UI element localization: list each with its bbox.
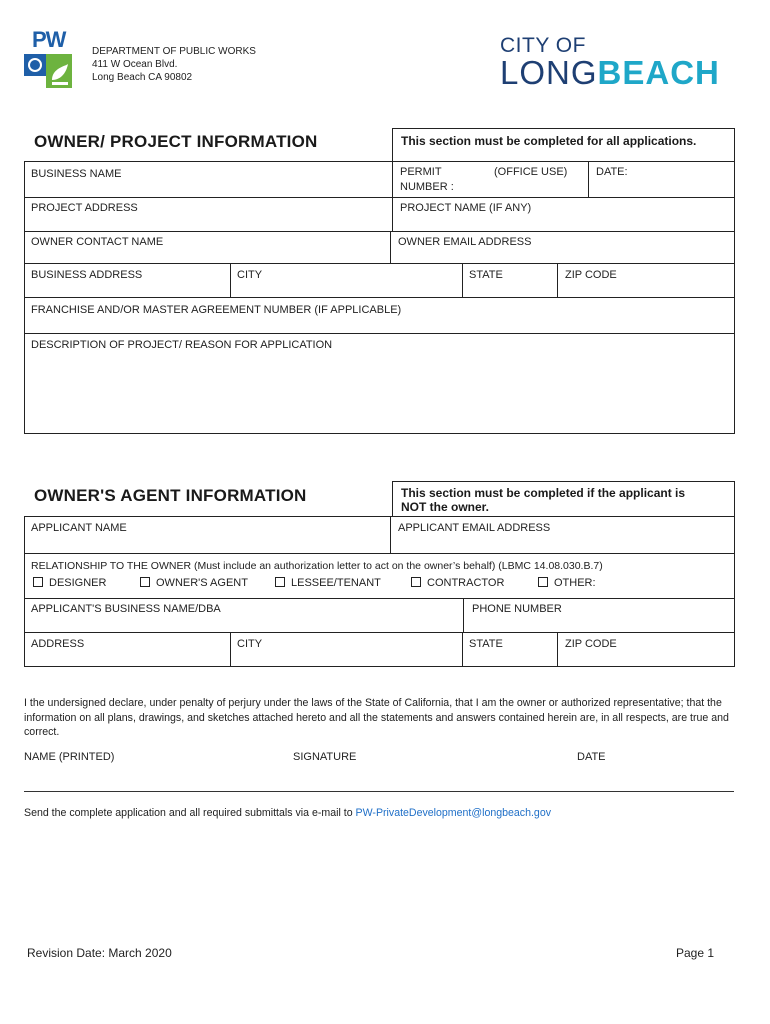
signature-label: SIGNATURE — [293, 751, 357, 763]
owner-email-field[interactable]: OWNER EMAIL ADDRESS — [398, 236, 532, 248]
permit-number-label-2: NUMBER : — [400, 181, 454, 193]
city-logo-city-of: CITY OF — [500, 34, 586, 57]
pw-logo-text: PW — [32, 27, 66, 52]
project-name-field[interactable]: PROJECT NAME (IF ANY) — [400, 202, 532, 214]
agent-section-title: OWNER'S AGENT INFORMATION — [34, 486, 307, 505]
state-field[interactable]: STATE — [469, 269, 503, 281]
city-logo-beach: BEACH — [597, 54, 720, 91]
department-name: DEPARTMENT OF PUBLIC WORKS — [92, 46, 256, 57]
option-designer[interactable]: DESIGNER — [33, 577, 106, 589]
declaration-text: I the undersigned declare, under penalty of perjury under the laws of the State of California, that I am the owner or authorized representative; that the information on all plans, drawings, and sketches attached hereto and all the statements and answers contained herein are, in all respects, are true and correct. — [24, 697, 729, 738]
owner-section-title: OWNER/ PROJECT INFORMATION — [34, 132, 318, 151]
submittal-email-link[interactable]: PW-PrivateDevelopment@longbeach.gov — [355, 807, 552, 819]
agent-form-table — [24, 516, 735, 667]
other-checkbox[interactable] — [538, 577, 548, 587]
department-address-line2: Long Beach CA 90802 — [92, 72, 193, 83]
business-name-dba-field[interactable]: APPLICANT'S BUSINESS NAME/DBA — [31, 603, 221, 615]
date-field[interactable]: DATE: — [596, 166, 628, 178]
agent-state-field[interactable]: STATE — [469, 638, 503, 650]
franchise-number-field[interactable]: FRANCHISE AND/OR MASTER AGREEMENT NUMBER (IF APPLICABLE) — [31, 304, 402, 316]
zip-code-field[interactable]: ZIP CODE — [565, 269, 617, 281]
option-other[interactable]: OTHER: — [538, 577, 596, 589]
city-logo-long: LONG — [500, 54, 598, 91]
agent-city-field[interactable]: CITY — [237, 638, 263, 650]
city-field[interactable]: CITY — [237, 269, 263, 281]
business-address-field[interactable]: BUSINESS ADDRESS — [31, 269, 143, 281]
owner-contact-field[interactable]: OWNER CONTACT NAME — [31, 236, 164, 248]
agent-address-field[interactable]: ADDRESS — [31, 638, 85, 650]
applicant-email-field[interactable]: APPLICANT EMAIL ADDRESS — [398, 522, 551, 534]
city-of-long-beach-logo — [500, 36, 740, 90]
relationship-label: RELATIONSHIP TO THE OWNER (Must include an authorization letter to act on the owner’s behalf) (LBMC 14.08.030.B.7) — [31, 560, 603, 572]
submittal-text: Send the complete application and all required submittals via e-mail to — [24, 807, 353, 819]
signature-line[interactable] — [24, 791, 734, 792]
owners-agent-checkbox[interactable] — [140, 577, 150, 587]
owner-section-note: This section must be completed for all applications. — [392, 128, 735, 162]
option-owners-agent[interactable]: OWNER'S AGENT — [140, 577, 248, 589]
lessee-tenant-checkbox[interactable] — [275, 577, 285, 587]
phone-number-field[interactable]: PHONE NUMBER — [472, 603, 562, 615]
agent-zip-code-field[interactable]: ZIP CODE — [565, 638, 617, 650]
permit-number-label: PERMIT — [400, 166, 442, 178]
submittal-instructions — [24, 806, 551, 821]
page-number: Page 1 — [676, 946, 715, 960]
contractor-checkbox[interactable] — [411, 577, 421, 587]
office-use-label: (OFFICE USE) — [494, 166, 568, 178]
name-printed-label: NAME (PRINTED) — [24, 751, 115, 763]
project-description-field[interactable]: DESCRIPTION OF PROJECT/ REASON FOR APPLICATION — [31, 339, 333, 351]
applicant-name-field[interactable]: APPLICANT NAME — [31, 522, 127, 534]
agent-note-line1: This section must be completed if the applicant is — [401, 486, 686, 500]
designer-checkbox[interactable] — [33, 577, 43, 587]
option-contractor[interactable]: CONTRACTOR — [411, 577, 504, 589]
option-lessee-tenant[interactable]: LESSEE/TENANT — [275, 577, 381, 589]
date-label: DATE — [577, 751, 606, 763]
department-address-line1: 411 W Ocean Blvd. — [92, 59, 178, 70]
project-address-field[interactable]: PROJECT ADDRESS — [31, 202, 138, 214]
agent-section-note — [392, 481, 735, 517]
pw-logo — [22, 27, 78, 90]
business-name-field[interactable]: BUSINESS NAME — [31, 168, 122, 180]
revision-date: Revision Date: March 2020 — [27, 946, 172, 960]
agent-note-line2: NOT the owner. — [401, 500, 490, 514]
